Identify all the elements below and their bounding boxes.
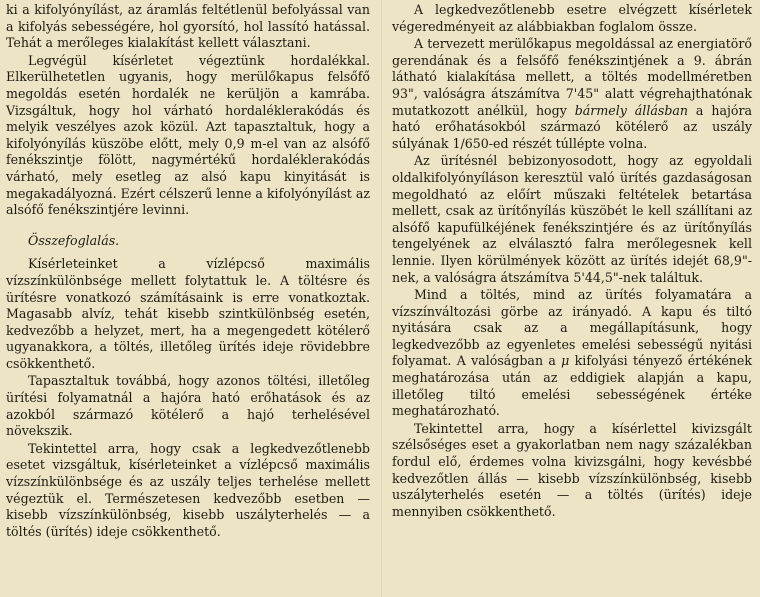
right-paragraph-3: Az ürítésnél bebizonyosodott, hogy az egyoldali oldalkifolyónyíláson keresztül való ürítés gazdaságosan megoldható az előírt műszaki feltételek betartása mellett, csak az ürítőnyílás küszöbét le kell szállítani az alsófő kapufülkéjének fenékszintjére és az ürítőnyílás tengelyének az elválasztó falra merőlegesnek kell lennie. Ilyen körülmények között az ürítés idejét 68,9"-nek, a valóságra átszámítva 5'44,5"-nek találtuk. xyxy=(392,153,752,285)
right-paragraph-4-text-b: kifolyási tényező értékének meghatározása után az eddigiek alapján a kapu, illetőleg tiltó emelési sebességének értéke meghatározható. xyxy=(392,353,752,419)
right-paragraph-5: Tekintettel arra, hogy a kísérlettel kivizsgált szélsőséges eset a gyakorlatban nem nagy százalékban fordul elő, érdemes volna kivizsgálni, hogy kevésbbé kedvezőtlen állás — kisebb vízszínkülönbség, kisebb uszályterhelés esetén — a töltés (ürítés) ideje mennyiben csökkenthető. xyxy=(392,420,752,519)
right-paragraph-2-text-b: a hajóra ható erőhatásokból származó kötélerő az uszály súlyának 1/650-ed részét túllépte volna. xyxy=(392,102,752,151)
left-paragraph-1: ki a kifolyónyílást, az áramlás feltétlenül befolyással van a kifolyás sebességére, hol gyorsító, hol lassító hatással. Tehát a merőleges kialakítást kellett választani. xyxy=(6,2,370,51)
left-paragraph-3: Kísérleteinket a vízlépcső maximális vízszínkülönbsége mellett folytattuk le. A töltésre és ürítésre vonatkozó számításaink is erre vonatkoztak. Magasabb alvíz, tehát kisebb szintkülönbség esetén, kedvezőbb a helyzet, mert, ha a megengedett kötélerő ugyanakkora, a töltés, illetőleg ürítés ideje rövidebbre csökkenthető. xyxy=(6,256,370,371)
right-paragraph-1: A legkedvezőtlenebb esetre elvégzett kísérletek végeredményeit az alábbiakban foglalom össze. xyxy=(392,2,752,34)
column-gutter xyxy=(381,0,382,597)
right-column xyxy=(392,2,752,521)
left-paragraph-2: Legvégül kísérletet végeztünk hordalékkal. Elkerülhetetlen ugyanis, hogy merülőkapus felsőfő megoldás esetén hordalék ne kerüljön a kamrába. Vizsgáltuk, hogy hol várható hordaléklerakódás és melyik veszélyes azok közül. Azt tapasztaltuk, hogy a kifolyónyílás küszöbe előtt, mely 0,9 m-el van az alsófő fenékszintje fölött, nagymértékű hordaléklerakódás várható, mely esetleg az alsó kapu kinyitását is megakadályozná. Ezért célszerű lenne a kifolyónyílást az alsófő fenékszintjére levinni. xyxy=(6,52,371,218)
right-paragraph-4 xyxy=(392,287,752,420)
left-paragraph-5: Tekintettel arra, hogy csak a legkedvezőtlenebb esetet vizsgáltuk, kísérleteinket a vízlépcső maximális vízszínkülönbsége és az uszály teljes terhelése mellett végeztük el. Természetesen kedvezőbb esetben — kisebb vízszínkülönbség, kisebb uszályterhelés — a töltés (ürítés) ideje csökkenthető. xyxy=(6,440,370,539)
mu-symbol: μ xyxy=(561,353,570,369)
left-paragraph-4: Tapasztaltuk továbbá, hogy azonos töltési, illetőleg ürítési folyamatnál a hajóra ható erőhatások és az azokból származó kötélerő a hajó terhelésével növekszik. xyxy=(6,373,370,439)
section-heading-summary: Összefoglalás. xyxy=(28,232,120,248)
right-paragraph-4-text-a: Mind a töltés, mind az ürítés folyamatára a vízszínváltozási görbe az irányadó. A kapu és tiltó nyitására csak az a megállapításunk, hogy legkedvezőbb az egyenletes emelési sebességű nyitási folyamat. A valóságban a xyxy=(392,287,752,369)
left-column xyxy=(6,2,370,541)
right-paragraph-2-emphasis: bármely állásban xyxy=(574,102,688,118)
right-paragraph-2-text-a: A tervezett merülőkapus megoldással az energiatörő gerendának és a felsőfő fenékszintjének a 9. ábrán látható kialakítása mellett, a töltés modellméretben 93", valóságra átszámítva 7'45" alatt végrehajthatónak mutatkozott anélkül, hogy xyxy=(392,36,752,118)
right-paragraph-2 xyxy=(392,36,752,152)
